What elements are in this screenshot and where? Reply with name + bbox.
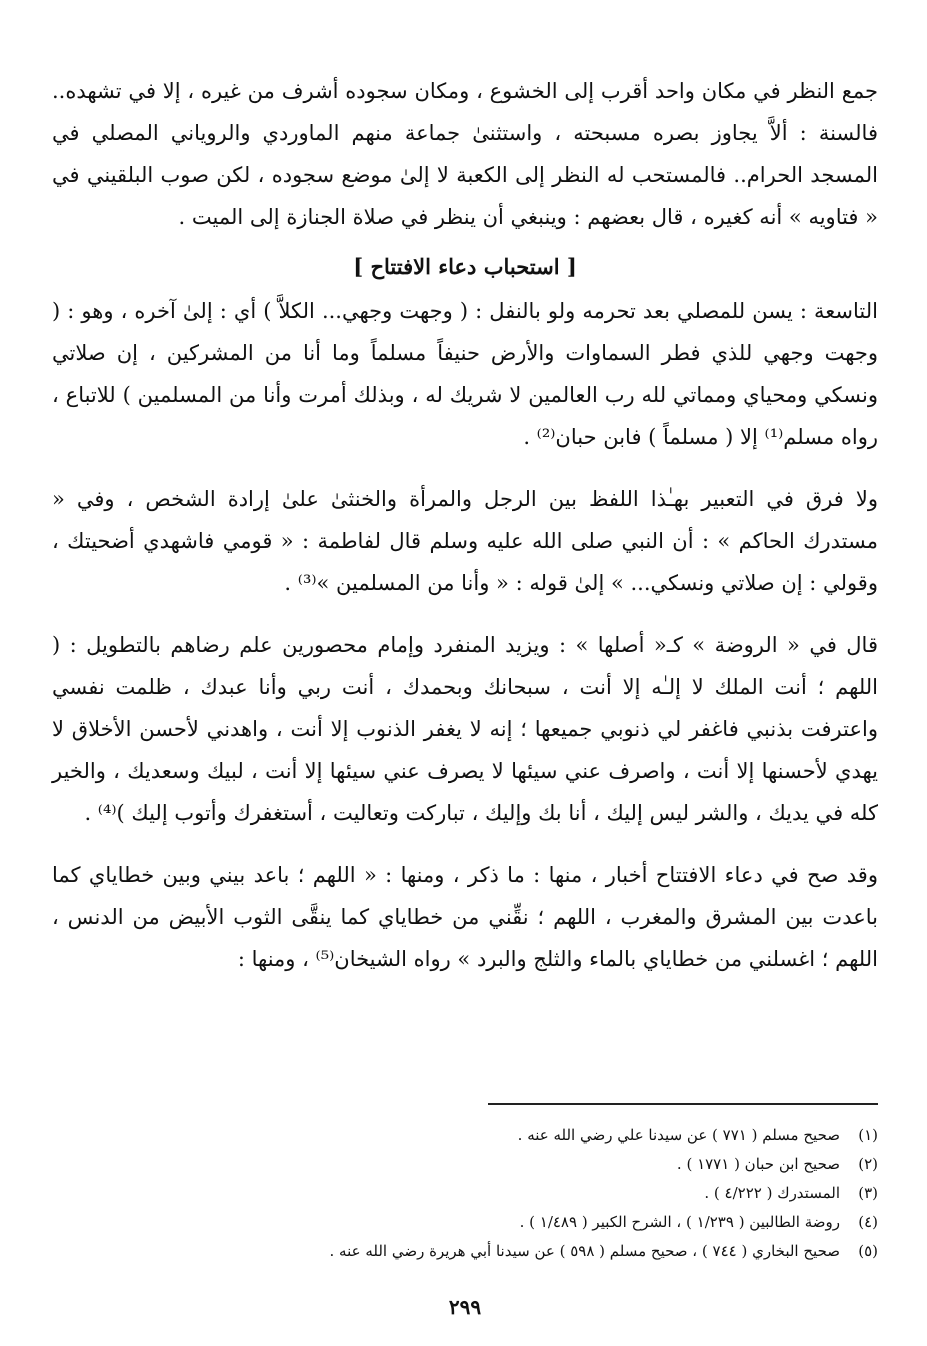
footnote-text: روضة الطالبين ( ١/٢٣٩ ) ، الشرح الكبير ( ١/٤٨٩ ) . <box>519 1213 840 1231</box>
page-number: ٢٩٩ <box>448 1295 482 1319</box>
footnote-number: (٢) <box>858 1155 878 1173</box>
footnote-1 <box>52 1121 878 1150</box>
paragraph-rawda: قال في « الروضة » كـ« أصلها » : ويزيد المنفرد وإمام محصورين علم رضاهم بالتطويل : ( اللهم ؛ أنت الملك لا إلـٰه إلا أنت ، سبحانك وبحمدك ، أنت ربي وأنا عبدك ، ظلمت نفسي واعترفت بذنبي فاغفر لي ذنوبي جميعها ؛ إنه لا يغفر الذنوب إلا أنت ، واهدني لأحسن الأخلاق لا يهدي لأحسنها إلا أنت ، واصرف عني سيئها لا يصرف عني سيئها إلا أنت ، لبيك وسعديك ، والخير كله في يديك ، والشر ليس إليك ، أنا بك وإليك ، تباركت وتعاليت ، أستغفرك وأتوب إليك )⁽⁴⁾ . <box>52 633 878 825</box>
footnote-number: (٣) <box>858 1184 878 1202</box>
footnote-number: (١) <box>858 1126 878 1144</box>
book-page <box>52 70 878 1340</box>
footnote-4 <box>52 1208 878 1237</box>
footnote-number: (٥) <box>858 1242 878 1260</box>
footnote-text: المستدرك ( ٤/٢٢٢ ) . <box>704 1184 840 1202</box>
paragraph-sahih: وقد صح في دعاء الافتتاح أخبار ، منها : ما ذكر ، ومنها : « اللهم ؛ باعد بيني وبين خطاياي كما باعدت بين المشرق والمغرب ، اللهم ؛ نقِّني من خطاياي كما ينقَّى الثوب الأبيض من الدنس ، اللهم ؛ اغسلني من خطاياي بالماء والثلج والبرد » رواه الشيخان⁽⁵⁾ ، ومنها : <box>52 863 878 971</box>
paragraph-ninth: التاسعة : يسن للمصلي بعد تحرمه ولو بالنفل : ( وجهت وجهي... الكلاَّ ) أي : إلىٰ آخره ، وهو : ( وجهت وجهي للذي فطر السماوات والأرض حنيفاً مسلماً وما أنا من المشركين ، إن صلاتي ونسكي ومحياي ومماتي لله رب العالمين لا شريك له ، وبذلك أمرت وأنا من المسلمين ) للاتباع ، رواه مسلم⁽¹⁾ إلا ( مسلماً ) فابن حبان⁽²⁾ . <box>52 299 878 449</box>
footnote-divider <box>488 1103 878 1105</box>
footnote-3 <box>52 1179 878 1208</box>
footnote-5 <box>52 1237 878 1266</box>
footnote-number: (٤) <box>858 1213 878 1231</box>
footnote-text: صحيح ابن حبان ( ١٧٧١ ) . <box>676 1155 840 1173</box>
section-heading: [ استحباب دعاء الافتتاح ] <box>353 254 577 279</box>
footnote-text: صحيح البخاري ( ٧٤٤ ) ، صحيح مسلم ( ٥٩٨ ) عن سيدنا أبي هريرة رضي الله عنه . <box>329 1242 840 1260</box>
footnote-2 <box>52 1150 878 1179</box>
paragraph-intro: جمع النظر في مكان واحد أقرب إلى الخشوع ، ومكان سجوده أشرف من غيره ، إلا في تشهده.. فالسنة : ألاَّ يجاوز بصره مسبحته ، واستثنىٰ جماعة منهم الماوردي والروياني المصلي في المسجد الحرام.. فالمستحب له النظر إلى الكعبة لا إلىٰ موضع سجوده ، لكن صوب البلقيني في « فتاويه » أنه كغيره ، قال بعضهم : وينبغي أن ينظر في صلاة الجنازة إلى الميت . <box>52 79 878 229</box>
paragraph-no-difference: ولا فرق في التعبير بهـٰذا اللفظ بين الرجل والمرأة والخنثىٰ علىٰ إرادة الشخص ، وفي « مستدرك الحاكم » : أن النبي صلى الله عليه وسلم قال لفاطمة : « قومي فاشهدي أضحيتك ، وقولي : إن صلاتي ونسكي... » إلىٰ قوله : « وأنا من المسلمين »⁽³⁾ . <box>52 487 878 595</box>
footnote-text: صحيح مسلم ( ٧٧١ ) عن سيدنا علي رضي الله عنه . <box>517 1126 840 1144</box>
footnotes <box>52 1121 878 1266</box>
